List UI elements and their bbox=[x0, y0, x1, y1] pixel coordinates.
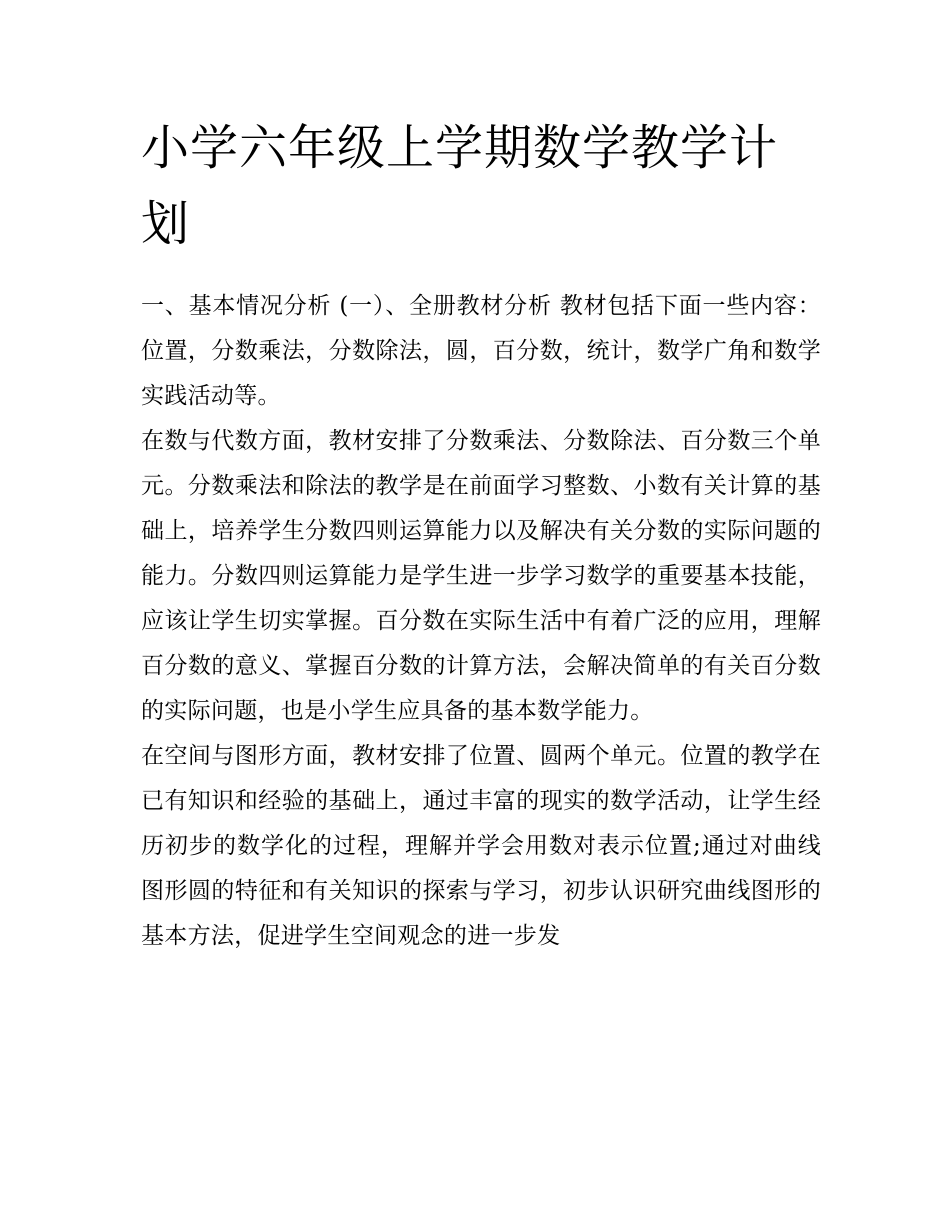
paragraph-space-geometry: 在空间与图形方面，教材安排了位置、圆两个单元。位置的教学在已有知识和经验的基础上，通过丰富的现实的数学活动，让学生经历初步的数学化的过程，理解并学会用数对表示位置;通过对曲线图形圆的特征和有关知识的探索与学习，初步认识研究曲线图形的基本方法，促进学生空间观念的进一步发 bbox=[141, 743, 821, 949]
document-title: 小学六年级上学期数学教学计划 bbox=[141, 120, 779, 252]
document-body bbox=[141, 284, 821, 959]
document-page bbox=[141, 110, 821, 959]
paragraph-overview: 一、基本情况分析 (一）、全册教材分析 教材包括下面一些内容：位置，分数乘法，分数除法，圆，百分数，统计，数学广角和数学实践活动等。 bbox=[141, 293, 821, 409]
paragraph-number-algebra: 在数与代数方面，教材安排了分数乘法、分数除法、百分数三个单元。分数乘法和除法的教学是在前面学习整数、小数有关计算的基础上，培养学生分数四则运算能力以及解决有关分数的实际问题的能力。分数四则运算能力是学生进一步学习数学的重要基本技能，应该让学生切实掌握。百分数在实际生活中有着广泛的应用，理解百分数的意义、掌握百分数的计算方法，会解决简单的有关百分数的实际问题，也是小学生应具备的基本数学能力。 bbox=[141, 428, 821, 724]
